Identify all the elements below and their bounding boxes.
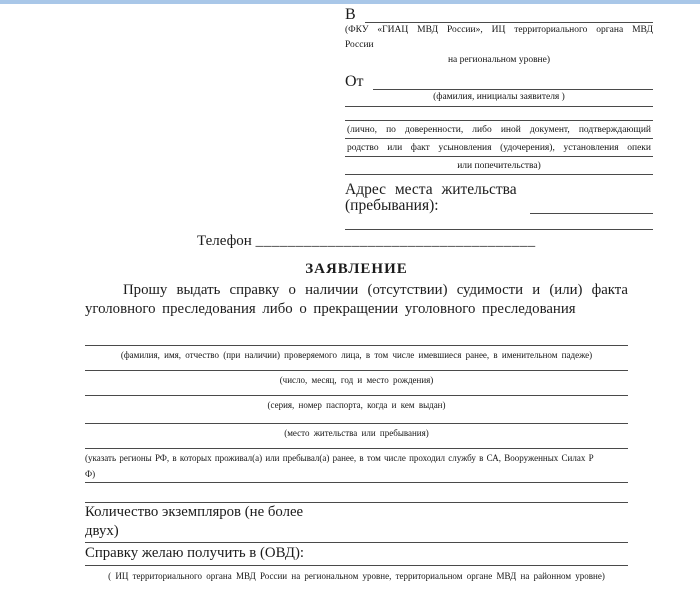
basis-caption-line1: (лично, по доверенности, либо иной документ, подтверждающий xyxy=(345,121,653,139)
from-label: От xyxy=(345,73,364,90)
field-regions-caption-line2: Ф) xyxy=(85,469,96,479)
spacer xyxy=(345,107,653,120)
to-caption-line1: (ФКУ «ГИАЦ МВД России», ИЦ территориального органа МВД xyxy=(345,25,653,35)
fill-in-fields-section xyxy=(85,345,628,582)
phone-label: Телефон xyxy=(197,233,252,249)
recipient-to-row xyxy=(345,6,653,23)
field-regions-caption-line1: (указать регионы РФ, в которых проживал(а) или пребывал(а) ранее, в том числе проходил службу в СА, Вооруженных Силах Р xyxy=(85,453,594,463)
address-blank-line-short[interactable] xyxy=(530,199,653,214)
to-caption-line3: на региональном уровне) xyxy=(447,55,551,65)
to-caption-line2: России xyxy=(345,40,374,50)
to-blank-line[interactable] xyxy=(365,7,653,23)
submission-basis-field[interactable] xyxy=(345,120,653,175)
address-row xyxy=(345,198,653,214)
spacer xyxy=(85,483,628,502)
field-residence-caption: (место жительства или пребывания) xyxy=(284,428,429,438)
field-birth-caption: (число, месяц, год и место рождения) xyxy=(279,375,434,385)
phone-blank-line[interactable]: ___________________________________ xyxy=(255,233,536,249)
to-label: В xyxy=(345,6,356,23)
copies-count-label: Количество экземпляров (не более двух) xyxy=(85,504,304,539)
field-regions[interactable] xyxy=(85,448,628,483)
basis-caption-line2: родство или факт усыновления (удочерения), установления опеки xyxy=(345,139,653,157)
field-birth-date-place[interactable] xyxy=(85,370,628,395)
address-label-line1: Адрес места жительства xyxy=(345,181,517,198)
document-title: ЗАЯВЛЕНИЕ xyxy=(305,261,408,277)
request-paragraph: Прошу выдать справку о наличии (отсутствии) судимости и (или) факта уголовного преследования либо о прекращении уголовного преследования xyxy=(85,282,628,317)
field-residence[interactable] xyxy=(85,423,628,448)
address-blank-line-full[interactable] xyxy=(345,229,653,230)
receive-location-label: Справку желаю получить в (ОВД): xyxy=(85,545,305,561)
field-full-name[interactable] xyxy=(85,345,628,370)
field-full-name-caption: (фамилия, имя, отчество (при наличии) проверяемого лица, в том числе имевшиеся ранее, в именительном падеже) xyxy=(120,350,593,360)
recipient-block xyxy=(345,6,653,230)
receive-location-caption: ( ИЦ территориального органа МВД России на региональном уровне, территориальном органе МВД на районном уровне) xyxy=(85,565,628,582)
copies-count-field[interactable] xyxy=(85,502,628,542)
field-passport[interactable] xyxy=(85,395,628,423)
address-label-line2: (пребывания): xyxy=(345,197,439,214)
recipient-from-row xyxy=(345,73,653,90)
from-caption: (фамилия, инициалы заявителя ) xyxy=(345,90,653,107)
field-passport-caption: (серия, номер паспорта, когда и кем выдан) xyxy=(267,400,446,410)
phone-row xyxy=(197,233,536,250)
basis-caption-line3: или попечительства) xyxy=(345,157,653,175)
window-top-border xyxy=(0,0,700,4)
from-blank-line[interactable] xyxy=(373,74,653,90)
receive-location-field[interactable] xyxy=(85,542,628,565)
